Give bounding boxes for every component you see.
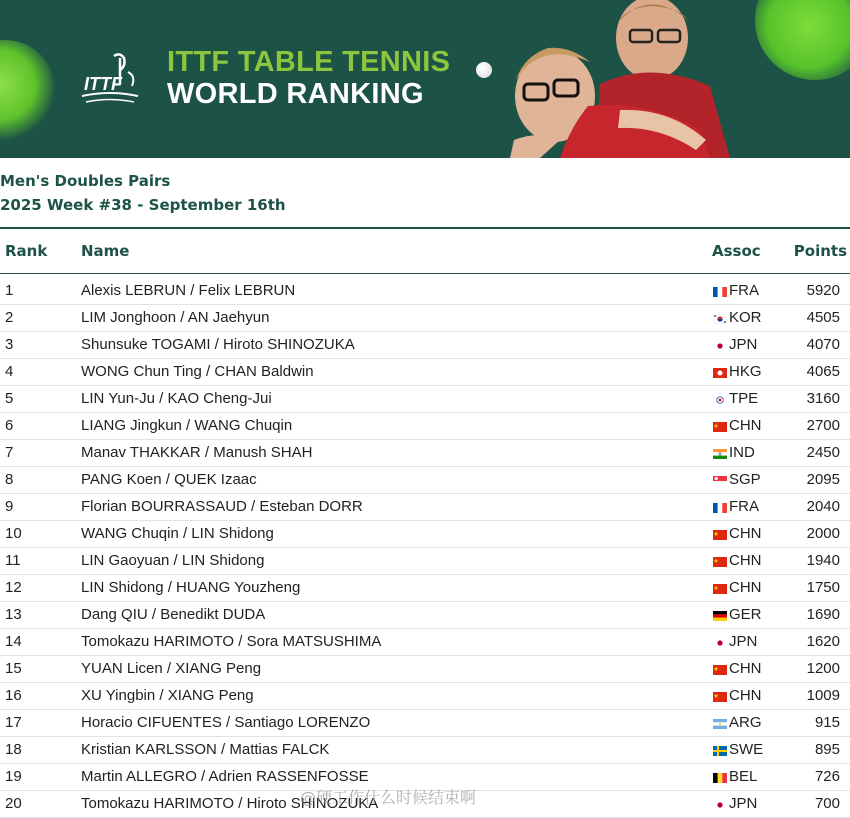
player-names-link[interactable]: LIN Shidong / HUANG Youzheng [81,579,301,596]
rank-cell: 19 [5,768,22,785]
player-names-link[interactable]: Kristian KARLSSON / Mattias FALCK [81,741,330,758]
players-photo [500,0,750,158]
hkg-flag-icon [713,368,727,378]
rank-cell: 2 [5,309,14,326]
chn-flag-icon [713,530,727,540]
column-header-rank: Rank [5,242,48,260]
rank-cell: 15 [5,660,22,677]
rank-cell: 20 [5,795,22,812]
assoc-cell: GER [729,606,762,623]
assoc-cell: JPN [729,633,758,650]
points-cell: 1940 [806,552,840,569]
points-cell: 1690 [806,606,840,623]
points-cell: 2040 [806,498,840,515]
assoc-cell: CHN [729,660,762,677]
player-names-link[interactable]: WANG Chuqin / LIN Shidong [81,525,274,542]
rank-cell: 8 [5,471,14,488]
player-names-link[interactable]: YUAN Licen / XIANG Peng [81,660,262,677]
assoc-cell: JPN [729,795,758,812]
rank-cell: 16 [5,687,22,704]
table-row[interactable] [0,494,850,521]
rank-cell: 18 [5,741,22,758]
player-names-link[interactable]: Horacio CIFUENTES / Santiago LORENZO [81,714,371,731]
kor-flag-icon [713,314,727,324]
points-cell: 2450 [806,444,840,461]
rank-cell: 4 [5,363,14,380]
rank-cell: 9 [5,498,14,515]
table-row[interactable] [0,629,850,656]
chn-flag-icon [713,422,727,432]
chn-flag-icon [713,584,727,594]
player-names-link[interactable]: Shunsuke TOGAMI / Hiroto SHINOZUKA [81,336,355,353]
rank-cell: 1 [5,282,14,299]
assoc-cell: FRA [729,498,759,515]
bel-flag-icon [713,773,727,783]
table-row[interactable] [0,548,850,575]
divider [0,227,850,229]
table-row[interactable] [0,332,850,359]
banner-title-line2: WORLD RANKING [167,78,424,110]
table-row[interactable] [0,737,850,764]
player-names-link[interactable]: WONG Chun Ting / CHAN Baldwin [81,363,314,380]
banner-title-line1: ITTF TABLE TENNIS [167,46,451,78]
rank-cell: 6 [5,417,14,434]
player-names-link[interactable]: XU Yingbin / XIANG Peng [81,687,254,704]
fra-flag-icon [713,287,727,297]
table-row[interactable] [0,467,850,494]
assoc-cell: CHN [729,417,762,434]
points-cell: 2700 [806,417,840,434]
assoc-cell: BEL [729,768,758,785]
ind-flag-icon [713,449,727,459]
assoc-cell: KOR [729,309,762,326]
column-header-name: Name [81,242,130,260]
points-cell: 1620 [806,633,840,650]
player-names-link[interactable]: Tomokazu HARIMOTO / Hiroto SHINOZUKA [81,795,379,812]
ger-flag-icon [713,611,727,621]
assoc-cell: CHN [729,687,762,704]
table-row[interactable] [0,386,850,413]
table-row[interactable] [0,602,850,629]
jpn-flag-icon [713,638,727,648]
points-cell: 700 [814,795,840,812]
swe-flag-icon [713,746,727,756]
logo-text: ITTF [84,74,122,94]
points-cell: 1200 [806,660,840,677]
decorative-blob [755,0,850,80]
points-cell: 1009 [806,687,840,704]
rank-cell: 10 [5,525,22,542]
chn-flag-icon [713,665,727,675]
rank-cell: 13 [5,606,22,623]
arg-flag-icon [713,719,727,729]
player-names-link[interactable]: LIANG Jingkun / WANG Chuqin [81,417,293,434]
assoc-cell: IND [729,444,755,461]
watermark: @硬工作什么时候结束啊 [300,788,477,807]
player-names-link[interactable]: LIN Yun-Ju / KAO Cheng-Jui [81,390,272,407]
category-title: Men's Doubles Pairs [0,172,171,190]
points-cell: 5920 [806,282,840,299]
ranking-table [0,278,850,818]
table-row[interactable] [0,278,850,305]
points-cell: 726 [814,768,840,785]
rank-cell: 17 [5,714,22,731]
player-names-link[interactable]: LIM Jonghoon / AN Jaehyun [81,309,270,326]
player-names-link[interactable]: PANG Koen / QUEK Izaac [81,471,257,488]
table-row[interactable] [0,656,850,683]
points-cell: 4065 [806,363,840,380]
player-names-link[interactable]: Florian BOURRASSAUD / Esteban DORR [81,498,363,515]
points-cell: 2095 [806,471,840,488]
ittf-logo-icon [80,50,142,108]
assoc-cell: FRA [729,282,759,299]
table-row[interactable] [0,710,850,737]
points-cell: 1750 [806,579,840,596]
points-cell: 4505 [806,309,840,326]
rank-cell: 7 [5,444,14,461]
assoc-cell: HKG [729,363,762,380]
points-cell: 915 [814,714,840,731]
rank-cell: 14 [5,633,22,650]
jpn-flag-icon [713,800,727,810]
player-names-link[interactable]: LIN Gaoyuan / LIN Shidong [81,552,265,569]
decorative-blob [0,40,55,140]
assoc-cell: TPE [729,390,759,407]
column-header-points: Points [793,242,847,260]
table-row[interactable] [0,440,850,467]
assoc-cell: JPN [729,336,758,353]
points-cell: 2000 [806,525,840,542]
assoc-cell: CHN [729,579,762,596]
assoc-cell: ARG [729,714,762,731]
chn-flag-icon [713,692,727,702]
header-divider [0,273,850,274]
player-names-link[interactable]: Alexis LEBRUN / Felix LEBRUN [81,282,296,299]
points-cell: 4070 [806,336,840,353]
points-cell: 3160 [806,390,840,407]
header-banner [0,0,850,158]
week-title: 2025 Week #38 - September 16th [0,196,286,214]
assoc-cell: CHN [729,525,762,542]
chn-flag-icon [713,557,727,567]
rank-cell: 11 [5,552,21,569]
column-header-assoc: Assoc [712,242,761,260]
tpe-flag-icon [713,395,727,405]
points-cell: 895 [814,741,840,758]
rank-cell: 5 [5,390,14,407]
table-row[interactable] [0,575,850,602]
player-names-link[interactable]: Dang QIU / Benedikt DUDA [81,606,266,623]
jpn-flag-icon [713,341,727,351]
rank-cell: 12 [5,579,22,596]
ping-pong-ball [476,62,492,78]
assoc-cell: SGP [729,471,761,488]
assoc-cell: CHN [729,552,762,569]
table-row[interactable] [0,359,850,386]
fra-flag-icon [713,503,727,513]
rank-cell: 3 [5,336,14,353]
player-names-link[interactable]: Martin ALLEGRO / Adrien RASSENFOSSE [81,768,369,785]
table-row[interactable] [0,305,850,332]
table-row[interactable] [0,521,850,548]
player-names-link[interactable]: Tomokazu HARIMOTO / Sora MATSUSHIMA [81,633,382,650]
player-names-link[interactable]: Manav THAKKAR / Manush SHAH [81,444,313,461]
assoc-cell: SWE [729,741,764,758]
sgp-flag-icon [713,476,727,486]
table-row[interactable] [0,413,850,440]
table-row[interactable] [0,683,850,710]
